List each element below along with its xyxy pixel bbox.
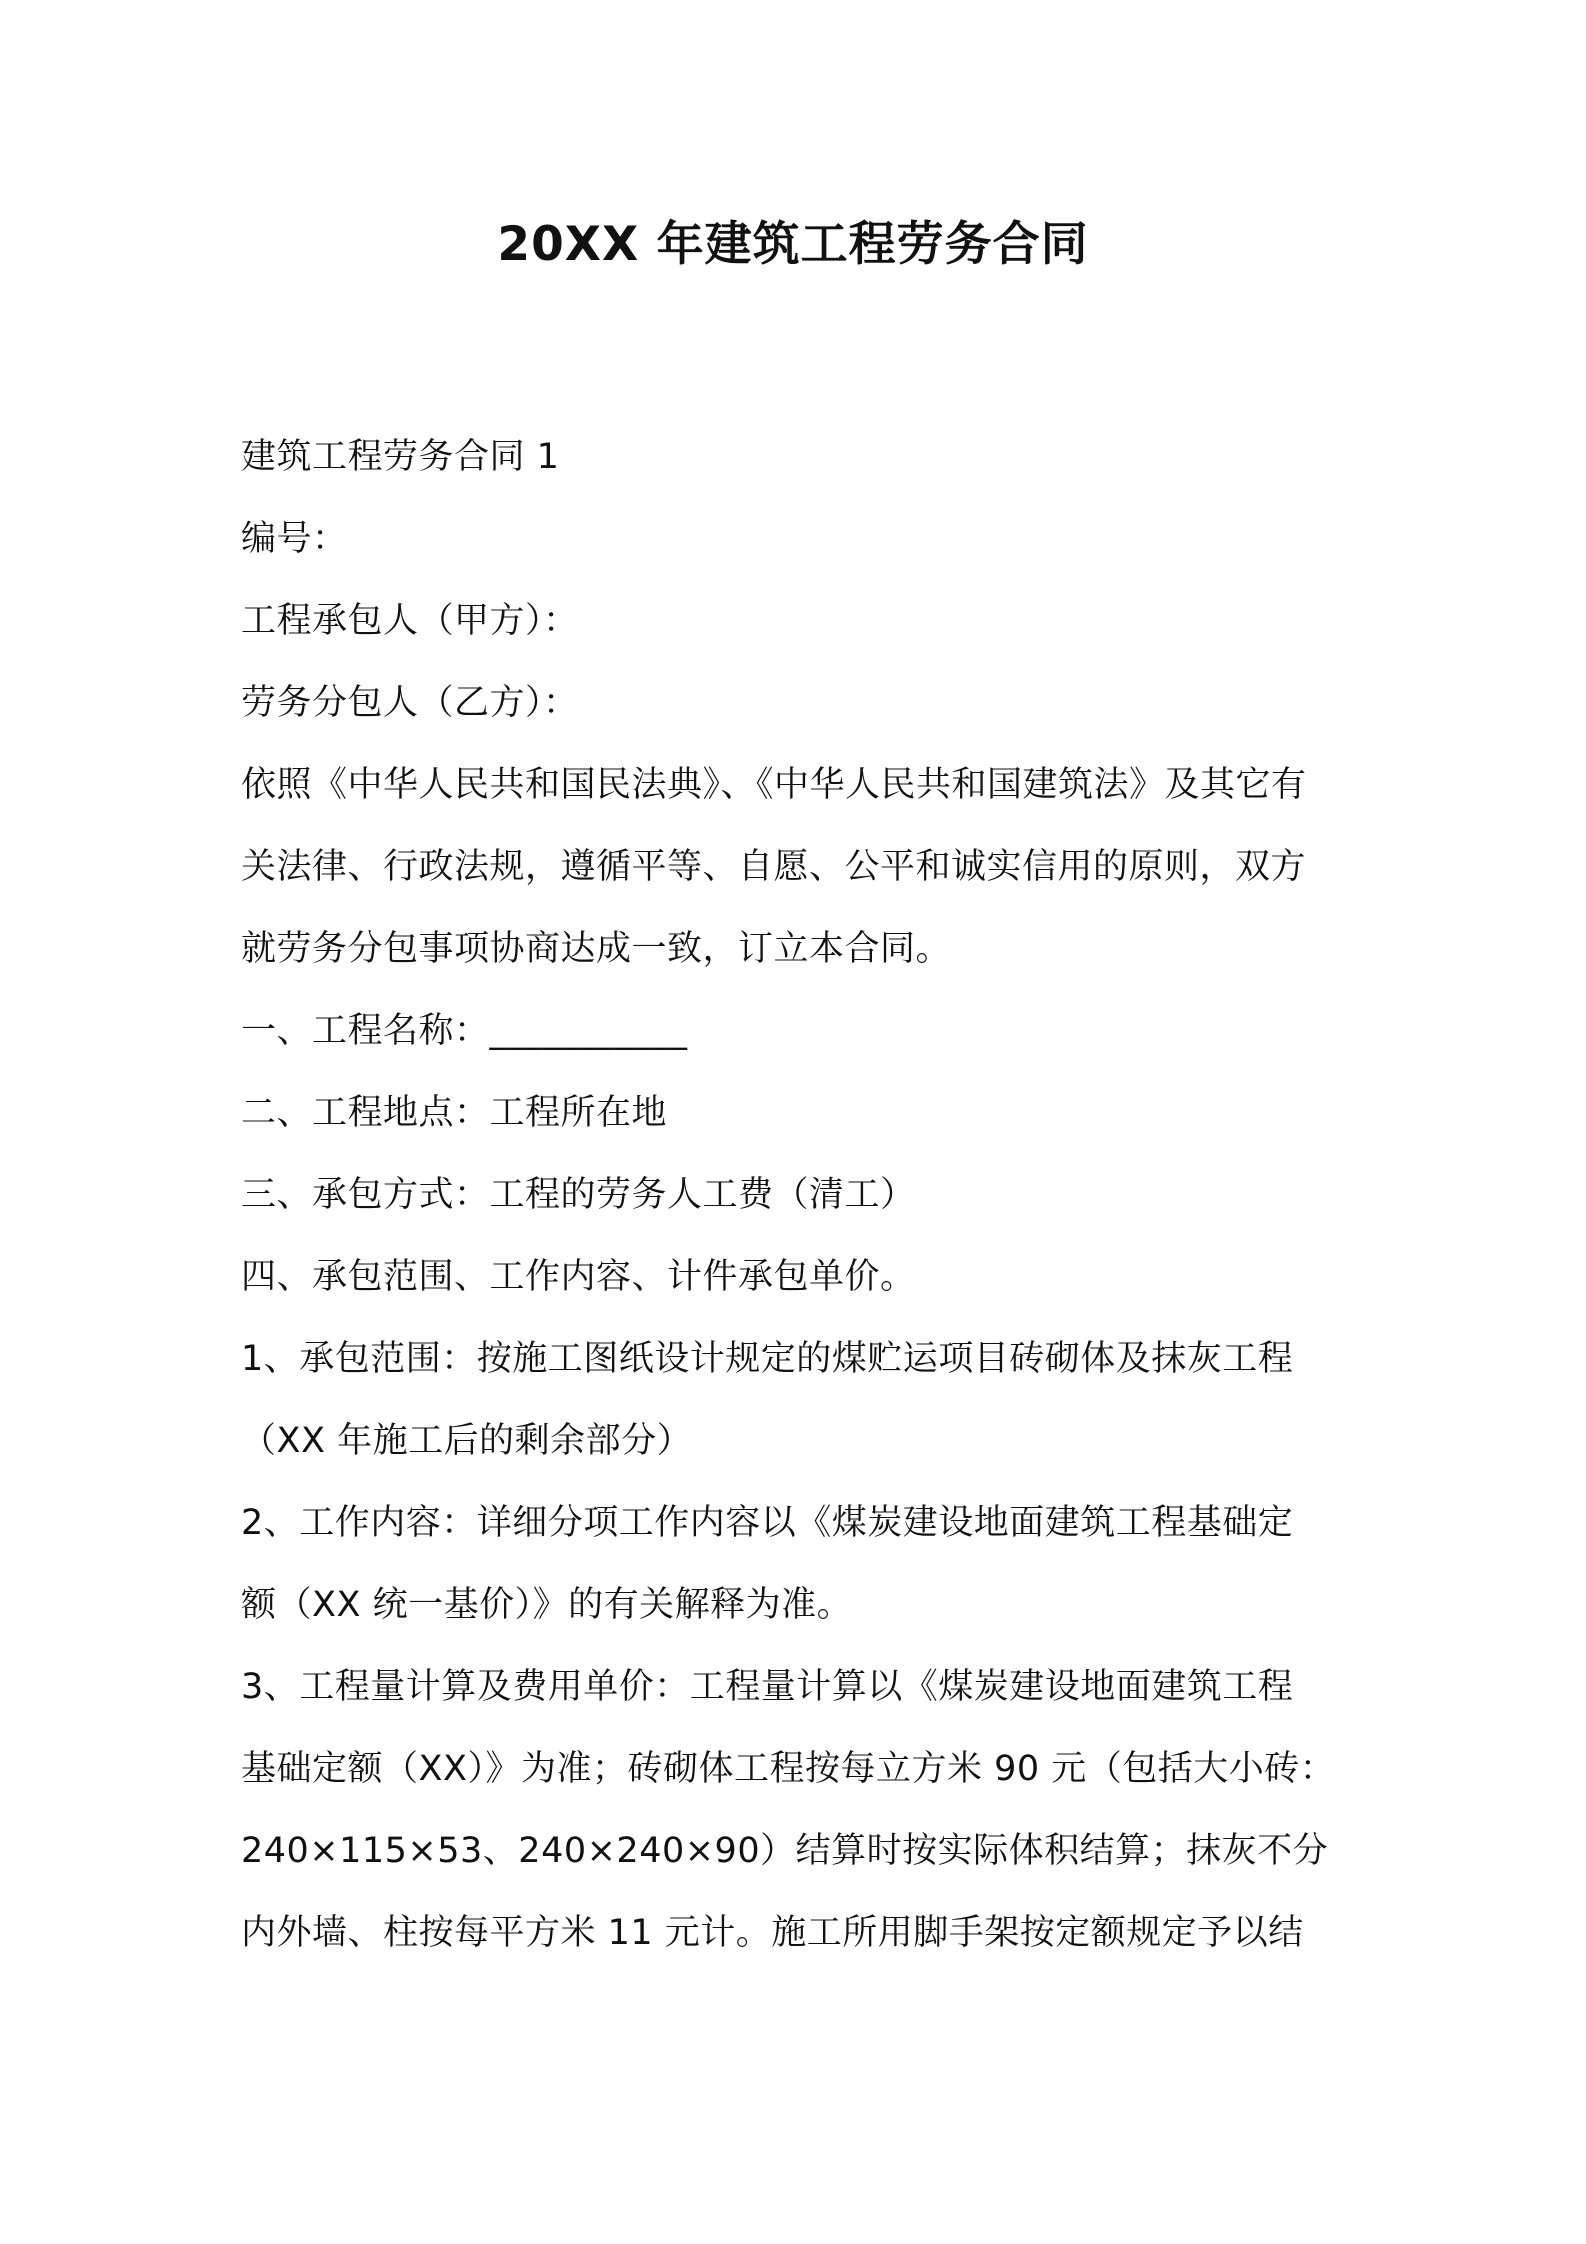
clause-scope-heading: 四、承包范围、工作内容、计件承包单价。 xyxy=(241,1257,916,1297)
clause-project-location: 二、工程地点：工程所在地 xyxy=(241,1093,668,1133)
preamble-line: 关法律、行政法规，遵循平等、自愿、公平和诚实信用的原则，双方 xyxy=(241,847,1307,887)
clause-scope-line: 1、承包范围：按施工图纸设计规定的煤贮运项目砖砌体及抹灰工程 xyxy=(241,1339,1294,1379)
clause-project-name: 一、工程名称：___________ xyxy=(241,1011,688,1051)
clause-scope-line: （XX 年施工后的剩余部分） xyxy=(241,1421,693,1461)
preamble-line: 就劳务分包事项协商达成一致，订立本合同。 xyxy=(241,929,952,969)
preamble-line: 依照《中华人民共和国民法典》、《中华人民共和国建筑法》及其它有 xyxy=(241,765,1307,805)
party-a-label: 工程承包人（甲方）： xyxy=(241,601,579,641)
clause-pricing-line: 基础定额（XX）》为准；砖砌体工程按每立方米 90 元（包括大小砖： xyxy=(241,1749,1336,1789)
document-title: 20XX 年建筑工程劳务合同 xyxy=(497,217,1089,272)
clause-work-content-line: 2、工作内容：详细分项工作内容以《煤炭建设地面建筑工程基础定 xyxy=(241,1503,1294,1543)
clause-pricing-line: 3、工程量计算及费用单价：工程量计算以《煤炭建设地面建筑工程 xyxy=(241,1667,1294,1707)
clause-contract-method: 三、承包方式：工程的劳务人工费（清工） xyxy=(241,1175,916,1215)
contract-heading: 建筑工程劳务合同 1 xyxy=(241,437,560,477)
clause-work-content-line: 额（XX 统一基价）》的有关解释为准。 xyxy=(241,1585,853,1625)
contract-number-label: 编号： xyxy=(241,519,348,559)
party-b-label: 劳务分包人（乙方）： xyxy=(241,683,579,723)
clause-pricing-line: 内外墙、柱按每平方米 11 元计。施工所用脚手架按定额规定予以结 xyxy=(241,1913,1304,1953)
document-body xyxy=(241,416,1351,1974)
clause-pricing-line: 240×115×53、240×240×90）结算时按实际体积结算；抹灰不分 xyxy=(241,1831,1329,1871)
